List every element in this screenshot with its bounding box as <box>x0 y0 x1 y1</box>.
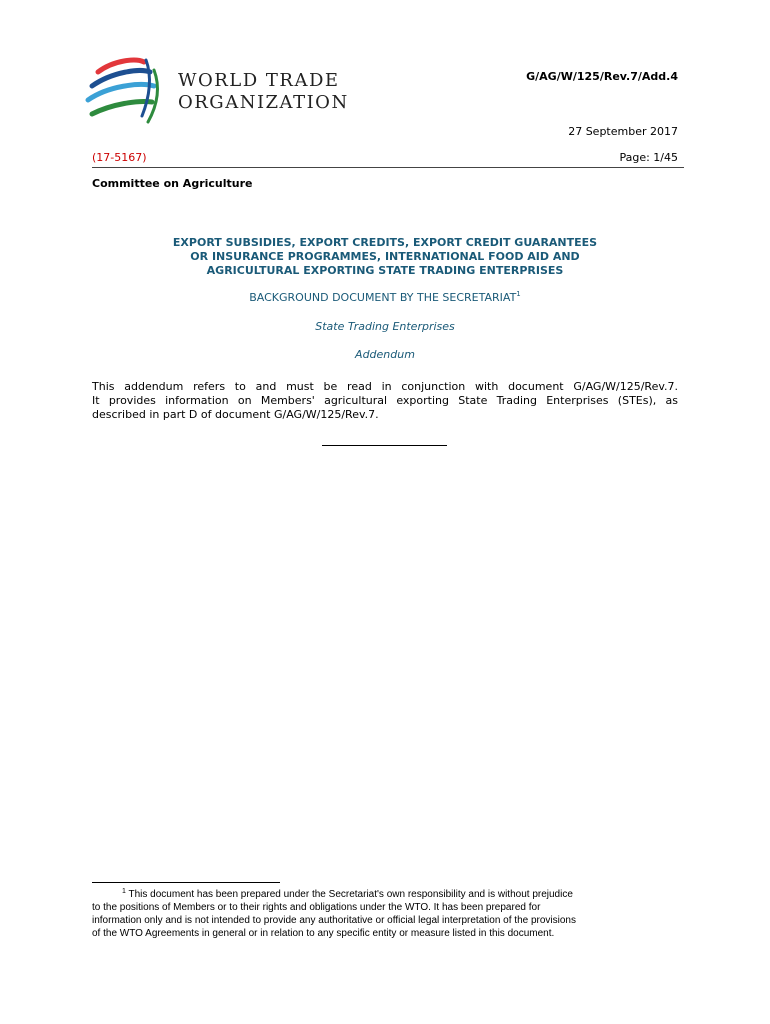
document-symbol: G/AG/W/125/Rev.7/Add.4 <box>526 70 678 83</box>
background-label: BACKGROUND DOCUMENT BY THE SECRETARIAT <box>249 291 517 304</box>
paragraph-line-1: This addendum refers to and must be read in conjunction with document G/AG/W/125/Rev.7. <box>92 380 678 393</box>
title-line-3: AGRICULTURAL EXPORTING STATE TRADING ENTERPRISES <box>206 264 564 277</box>
logo-text-line-2: ORGANIZATION <box>178 92 349 113</box>
footnote-mark: 1 <box>122 888 126 895</box>
footnote-line-1 <box>92 888 684 901</box>
title-line-1: EXPORT SUBSIDIES, EXPORT CREDITS, EXPORT CREDIT GUARANTEES <box>172 236 598 249</box>
paragraph-line-3: described in part D of document G/AG/W/125/Rev.7. <box>92 408 379 421</box>
footnote-text-1: This document has been prepared under the Secretariat's own responsibility and is without prejudice <box>128 889 573 900</box>
footnote-rule <box>92 882 280 883</box>
footnote-ref-1[interactable]: 1 <box>516 290 521 298</box>
background-line <box>92 291 678 304</box>
section-separator <box>322 445 447 446</box>
document-title <box>92 236 678 278</box>
logo-text-line-1: WORLD TRADE <box>178 70 340 91</box>
subtitle: State Trading Enterprises <box>315 320 455 333</box>
title-line-2: OR INSURANCE PROGRAMMES, INTERNATIONAL FOOD AID AND <box>190 250 580 263</box>
addendum-label: Addendum <box>355 348 415 361</box>
document-reference: (17-5167) <box>92 151 147 164</box>
document-date: 27 September 2017 <box>568 125 678 138</box>
footnote-line-3: information only and is not intended to provide any authoritative or official legal interpretation of the provisions <box>92 915 576 926</box>
footnote-line-2: to the positions of Members or to their rights and obligations under the WTO. It has been prepared for <box>92 902 541 913</box>
footnote <box>92 888 684 940</box>
wto-logo-icon <box>84 56 174 130</box>
footnote-line-4: of the WTO Agreements in general or in relation to any specific entity or measure listed in this document. <box>92 928 555 939</box>
header-rule <box>92 167 684 168</box>
paragraph-line-2: It provides information on Members' agricultural exporting State Trading Enterprises (STEs), as <box>92 394 678 407</box>
intro-paragraph <box>92 380 678 422</box>
page-number: Page: 1/45 <box>619 151 678 164</box>
committee-name: Committee on Agriculture <box>92 177 253 190</box>
